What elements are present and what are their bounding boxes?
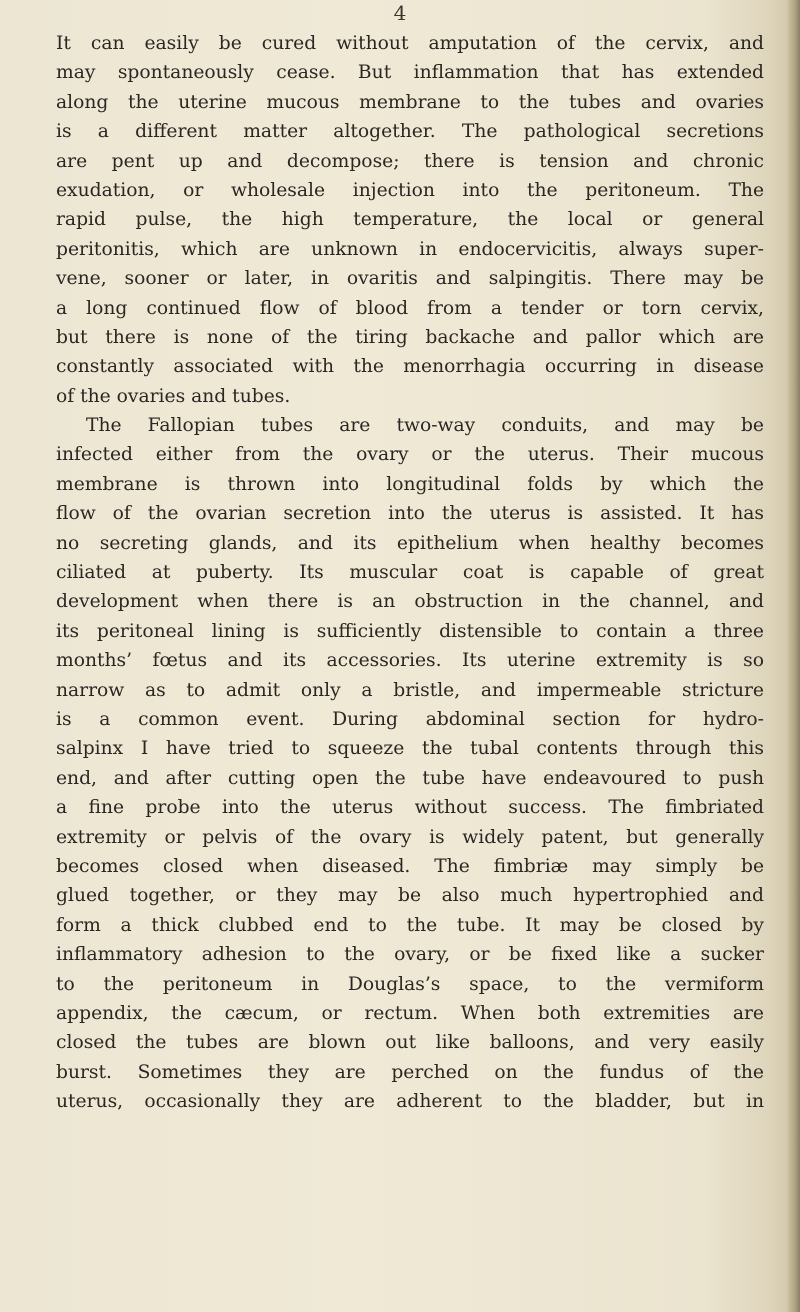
text-line: membrane is thrown into longitudinal folds by which the [56, 473, 764, 495]
text-line: a fine probe into the uterus without success. The fimbriated [56, 797, 764, 819]
text-line: glued together, or they may be also much hypertrophied and [56, 885, 764, 907]
text-line: vene, sooner or later, in ovaritis and salpingitis. There may be [56, 268, 764, 290]
text-line: end, and after cutting open the tube have endeavoured to push [56, 767, 764, 789]
text-line: narrow as to admit only a bristle, and impermeable stricture [56, 679, 764, 701]
text-line: no secreting glands, and its epithelium when healthy becomes [56, 532, 764, 554]
text-line: form a thick clubbed end to the tube. It may be closed by [56, 914, 764, 936]
text-line: peritonitis, which are unknown in endocervicitis, always super- [56, 238, 764, 260]
text-line: of the ovaries and tubes. [56, 385, 291, 407]
text-line: closed the tubes are blown out like balloons, and very easily [56, 1032, 764, 1054]
text-line: ciliated at puberty. Its muscular coat is capable of great [56, 562, 764, 584]
text-line: It can easily be cured without amputation of the cervix, and [56, 33, 764, 54]
text-line: infected either from the ovary or the uterus. Their mucous [56, 444, 764, 466]
text-line: becomes closed when diseased. The fimbriæ may simply be [56, 855, 764, 877]
text-line: flow of the ovarian secretion into the uterus is assisted. It has [56, 503, 764, 525]
text-line: salpinx I have tried to squeeze the tubal contents through this [56, 738, 764, 760]
text-line: may spontaneously cease. But inflammation that has extended [56, 62, 764, 84]
text-line: months’ fœtus and its accessories. Its uterine extremity is so [56, 650, 764, 672]
text-line: but there is none of the tiring backache and pallor which are [56, 326, 764, 348]
body-text [56, 29, 764, 1116]
text-line: a long continued flow of blood from a tender or torn cervix, [56, 297, 764, 319]
page-edge-shadow [786, 0, 800, 1312]
text-line: extremity or pelvis of the ovary is widely patent, but generally [56, 826, 764, 848]
text-line: exudation, or wholesale injection into the peritoneum. The [56, 179, 764, 201]
text-line: development when there is an obstruction in the channel, and [56, 591, 764, 613]
text-line: inflammatory adhesion to the ovary, or be fixed like a sucker [56, 944, 764, 966]
text-line: rapid pulse, the high temperature, the local or general [56, 209, 764, 231]
paragraph-2 [56, 411, 764, 1116]
text-line: burst. Sometimes they are perched on the fundus of the [56, 1061, 764, 1083]
text-line: is a different matter altogether. The pathological secretions [56, 121, 764, 143]
text-line: along the uterine mucous membrane to the tubes and ovaries [56, 91, 764, 113]
text-line: are pent up and decompose; there is tension and chronic [56, 150, 764, 172]
text-line: The Fallopian tubes are two-way conduits, and may be [86, 415, 764, 437]
text-line: constantly associated with the menorrhagia occurring in disease [56, 356, 764, 378]
text-line: to the peritoneum in Douglas’s space, to the vermiform [56, 973, 764, 995]
text-line: uterus, occasionally they are adherent to the bladder, but in [56, 1091, 764, 1113]
text-line: is a common event. During abdominal section for hydro- [56, 708, 764, 730]
text-line: appendix, the cæcum, or rectum. When both extremities are [56, 1002, 764, 1024]
page-number: 4 [393, 1, 407, 25]
paragraph-1 [56, 29, 764, 411]
text-line: its peritoneal lining is sufficiently distensible to contain a three [56, 620, 764, 642]
